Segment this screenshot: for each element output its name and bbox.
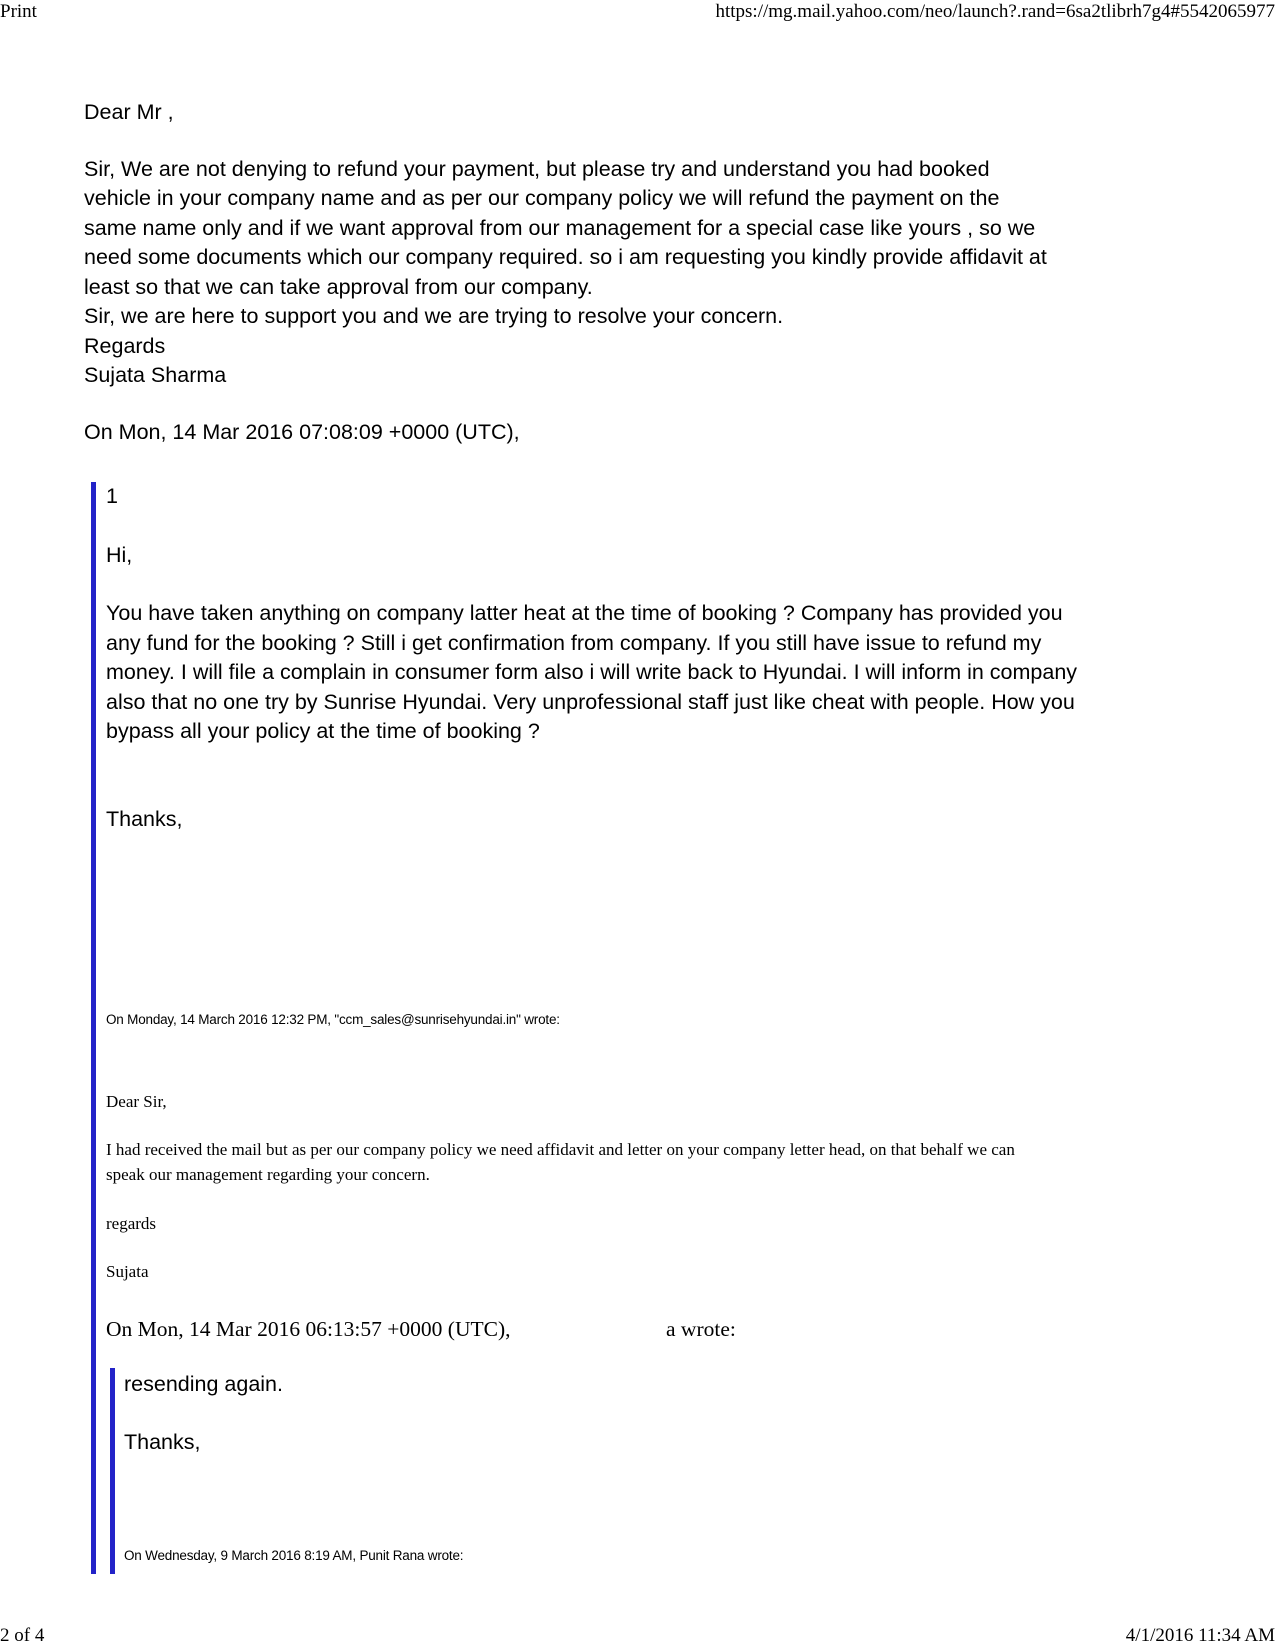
quote-bar-inner [110,1368,115,1574]
reply-message [84,98,1234,447]
reply-greeting: Dear Mr , [84,100,174,124]
quote3-thanks: Thanks, [124,1430,201,1454]
reply-line: Sir, we are here to support you and we are trying to resolve your concern. [84,304,784,328]
quote1-number: 1 [106,484,118,508]
quote2-signature: Sujata [106,1262,149,1281]
quote1-message [106,482,1206,747]
reply-quote-header: On Mon, 14 Mar 2016 07:08:09 +0000 (UTC), [84,419,520,444]
quote2-line: I had received the mail but as per our company policy we need affidavit and letter on your company letter head, on that behalf we can [106,1140,1015,1159]
quote1-greeting: Hi, [106,542,133,567]
quote2-body [106,1138,1236,1187]
reply-regards: Regards [84,333,166,358]
quote2-quote-header-sender: a wrote: [666,1317,736,1341]
quote2-regards: regards [106,1214,157,1233]
reply-line: need some documents which our company required. so i am requesting you kindly provide affidavit at [84,245,1047,269]
reply-line: vehicle in your company name and as per our company policy we will refund the payment on the [84,186,1000,210]
quote-bar-outer [91,482,96,1574]
quote2-line: speak our management regarding your concern. [106,1164,430,1184]
quote1-thanks: Thanks, [106,807,183,831]
quote2-quote-header: On Mon, 14 Mar 2016 06:13:57 +0000 (UTC), [106,1317,511,1341]
print-footer-page: 2 of 4 [0,1625,45,1646]
quote1-quote-header: On Monday, 14 March 2016 12:32 PM, "ccm_sales@sunrisehyundai.in" wrote: [106,1012,560,1027]
quote1-line: bypass all your policy at the time of booking ? [106,719,540,743]
quote1-line: money. I will file a complain in consumer form also i will write back to Hyundai. I will inform in company [106,660,1078,684]
quote3-line: resending again. [124,1372,283,1396]
reply-line: least so that we can take approval from our company. [84,274,593,299]
print-header-url: https://mg.mail.yahoo.com/neo/launch?.rand=6sa2tlibrh7g4#5542065977 [715,1,1275,22]
reply-line: Sir, We are not denying to refund your payment, but please try and understand you had booked [84,156,990,181]
quote1-line: also that no one try by Sunrise Hyundai. Very unprofessional staff just like cheat with people. How you [106,689,1075,714]
print-header-title: Print [0,1,37,22]
reply-line: same name only and if we want approval from our management for a special case like yours , so we [84,215,1036,240]
reply-signature: Sujata Sharma [84,363,227,387]
quote1-line: any fund for the booking ? Still i get confirmation from company. If you still have issue to refund my [106,630,1042,655]
print-footer-datetime: 4/1/2016 11:34 AM [1125,1625,1275,1646]
quote3-quote-header: On Wednesday, 9 March 2016 8:19 AM, Punit Rana wrote: [124,1548,464,1563]
quote1-line: You have taken anything on company latter heat at the time of booking ? Company has provided you [106,601,1063,625]
quote2-greeting: Dear Sir, [106,1092,167,1111]
